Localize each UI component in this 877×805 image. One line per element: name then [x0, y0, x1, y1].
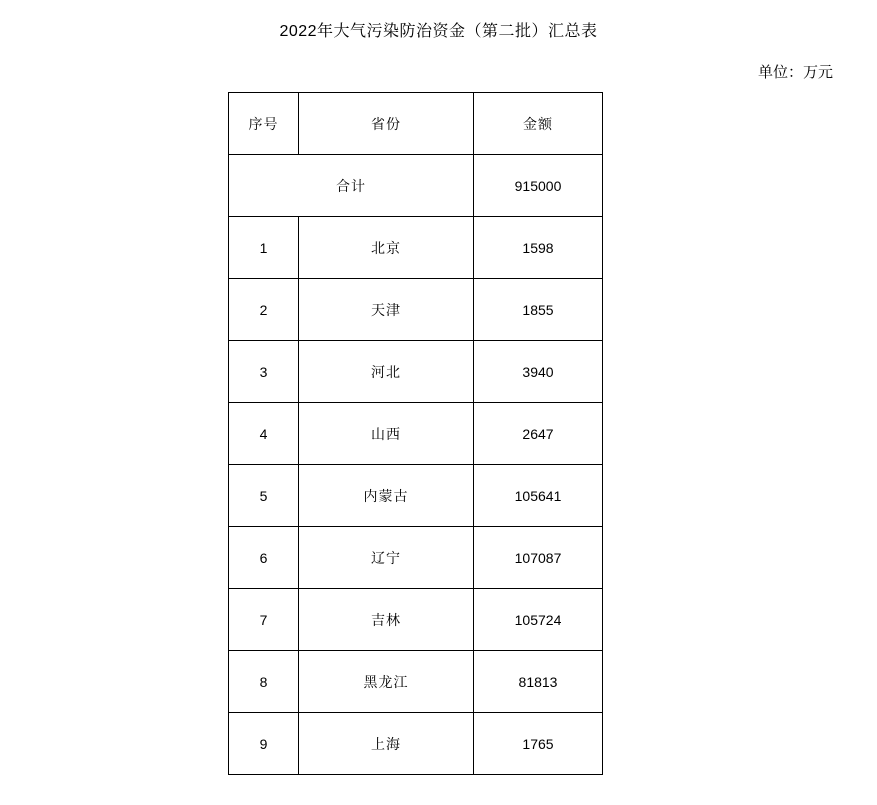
row-amount: 81813 [474, 651, 603, 713]
row-province: 吉林 [299, 589, 474, 651]
row-seq: 1 [229, 217, 299, 279]
table-row [229, 279, 603, 341]
row-seq: 9 [229, 713, 299, 775]
total-label: 合计 [229, 155, 474, 217]
row-amount: 107087 [474, 527, 603, 589]
table-row [229, 403, 603, 465]
row-province: 辽宁 [299, 527, 474, 589]
unit-note: 单位：万元 [757, 64, 833, 81]
row-amount: 1855 [474, 279, 603, 341]
table-row [229, 217, 603, 279]
row-seq: 5 [229, 465, 299, 527]
row-amount: 1765 [474, 713, 603, 775]
row-amount: 105724 [474, 589, 603, 651]
table-row [229, 651, 603, 713]
table-header-row [229, 93, 603, 155]
row-province: 内蒙古 [299, 465, 474, 527]
row-seq: 6 [229, 527, 299, 589]
row-province: 天津 [299, 279, 474, 341]
column-header-amount: 金额 [474, 93, 603, 155]
table-row [229, 713, 603, 775]
row-province: 山西 [299, 403, 474, 465]
row-province: 上海 [299, 713, 474, 775]
row-province: 北京 [299, 217, 474, 279]
column-header-seq: 序号 [229, 93, 299, 155]
table-row [229, 341, 603, 403]
column-header-province: 省份 [299, 93, 474, 155]
table-total-row [229, 155, 603, 217]
row-amount: 105641 [474, 465, 603, 527]
row-seq: 7 [229, 589, 299, 651]
row-seq: 4 [229, 403, 299, 465]
row-amount: 1598 [474, 217, 603, 279]
fund-summary-table [228, 92, 603, 775]
table-row [229, 465, 603, 527]
row-seq: 3 [229, 341, 299, 403]
row-seq: 2 [229, 279, 299, 341]
row-amount: 2647 [474, 403, 603, 465]
row-province: 黑龙江 [299, 651, 474, 713]
row-seq: 8 [229, 651, 299, 713]
table-row [229, 527, 603, 589]
row-province: 河北 [299, 341, 474, 403]
table-row [229, 589, 603, 651]
page-title: 2022年大气污染防治资金（第二批）汇总表 [279, 23, 598, 40]
row-amount: 3940 [474, 341, 603, 403]
total-amount: 915000 [474, 155, 603, 217]
fund-summary-table-wrapper [228, 92, 602, 775]
